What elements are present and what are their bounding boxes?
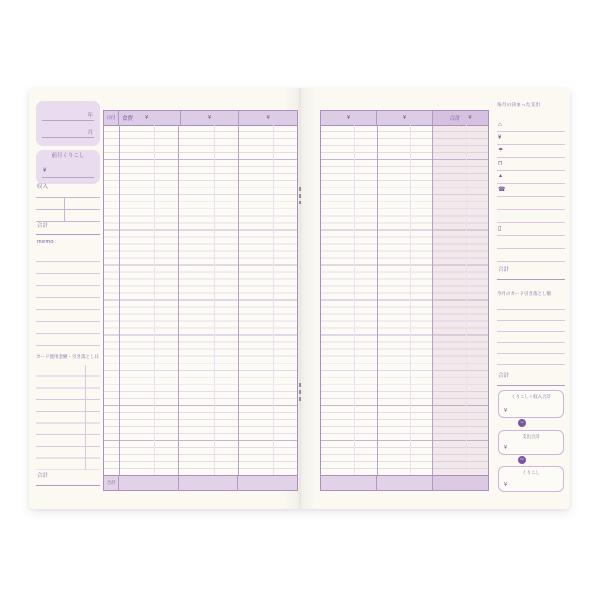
column-divider [238, 125, 239, 476]
left-ledger-table [103, 110, 298, 491]
card-debit-total-label: 合計 [498, 373, 510, 379]
column3-header [238, 111, 297, 125]
umbrella-icon: ☂ [498, 148, 504, 154]
card-usage-total-line [36, 485, 100, 486]
total-cell [237, 476, 297, 490]
sub-divider [466, 125, 467, 476]
card-usage-section [36, 355, 100, 489]
sub-divider [154, 125, 155, 476]
minus-icon: − [518, 419, 526, 427]
expense-line [497, 157, 565, 158]
card-usage-ruled-lines [36, 365, 100, 470]
yen-symbol: ¥ [145, 115, 149, 121]
yen-symbol: ¥ [403, 115, 407, 121]
carryover-box [36, 150, 100, 184]
month-label: 月 [87, 130, 93, 136]
month-line [42, 137, 94, 138]
mobile-icon: ▯ [498, 226, 502, 232]
right-ledger-table [320, 110, 489, 491]
carryover-plus-income-box [498, 390, 564, 418]
expense-line [497, 196, 565, 197]
total-column-shade [432, 125, 488, 476]
column2-header [376, 111, 432, 125]
card-debit-total-line [497, 385, 565, 386]
water-icon: ⊓ [498, 161, 503, 167]
total-cell [376, 476, 432, 490]
income-section [36, 185, 100, 237]
date-column-header: 日付 [106, 115, 116, 120]
fixed-expenses-subtotal-label: 合計 [498, 267, 510, 273]
card-usage-total-label: 合計 [37, 473, 49, 479]
sub-divider [354, 125, 355, 476]
carryover-result-box [498, 466, 564, 492]
expense-line [497, 235, 565, 236]
home-icon: ⌂ [498, 122, 502, 128]
food-label: 食費 [122, 116, 134, 122]
food-column-header [118, 111, 180, 125]
yen-symbol: ¥ [468, 115, 472, 121]
income-divider [64, 197, 65, 221]
total-cell [321, 476, 376, 490]
binding-stitches-top [299, 187, 301, 204]
left-table-body [104, 125, 297, 476]
memo-section [36, 240, 100, 350]
total-label-cell: 合計 [106, 480, 116, 485]
expense-line [497, 144, 565, 145]
income-line [36, 221, 100, 222]
carryover-amount-line [42, 177, 94, 178]
left-table-total-row [104, 475, 297, 490]
cash-icon: ¥ [498, 135, 502, 141]
right-table-body [321, 125, 488, 476]
yen-symbol: ¥ [266, 115, 270, 121]
gas-icon: ▲ [498, 173, 503, 179]
column2-header [180, 111, 239, 125]
total-cell [178, 476, 238, 490]
yen-symbol: ¥ [504, 408, 508, 414]
column-divider [377, 125, 378, 476]
expense-line [497, 183, 565, 184]
yen-symbol: ¥ [504, 482, 508, 488]
expense-line [497, 222, 565, 223]
column-divider [119, 125, 120, 476]
column1-header [321, 111, 376, 125]
card-debit-title: 今月のカード引き落とし額 [497, 291, 551, 296]
year-label: 年 [87, 113, 93, 119]
income-total-label: 合計 [37, 223, 49, 229]
phone-icon: ☎ [498, 187, 506, 193]
year-line [42, 120, 94, 121]
carryover-result-label: くりこし [522, 470, 540, 475]
total-cell [432, 476, 488, 490]
binding-stitches-bottom [299, 383, 301, 402]
total-column-header [432, 111, 488, 125]
column-divider [432, 125, 433, 476]
carryover-yen: ¥ [43, 168, 47, 174]
equals-icon: ＝ [519, 457, 525, 463]
expense-line [497, 248, 565, 249]
yen-symbol: ¥ [504, 445, 508, 451]
expense-total-label: 支出合計 [522, 434, 540, 439]
yen-symbol: ¥ [208, 115, 212, 121]
right-table-total-row [321, 475, 488, 490]
card-debit-ruled-lines [497, 299, 565, 365]
income-label: 収入 [37, 184, 49, 190]
fixed-expenses-subtotal-line [497, 279, 565, 280]
total-cell [118, 476, 178, 490]
carryover-title: 前月くりこし [51, 153, 85, 159]
yen-symbol: ¥ [346, 115, 351, 121]
column-divider [178, 125, 179, 476]
total-header-label: 合計 [449, 116, 461, 122]
year-month-box [36, 101, 100, 146]
expense-line [497, 131, 565, 132]
memo-label: memo [37, 239, 54, 245]
fixed-expenses-title: 毎月の決まった支出 [497, 103, 541, 108]
expense-total-box [498, 430, 564, 455]
right-table-header [321, 111, 488, 126]
sub-divider [410, 125, 411, 476]
expense-line [497, 261, 565, 262]
card-usage-title: カード使用金額・引き落とし日 [36, 354, 99, 359]
expense-line [497, 170, 565, 171]
card-usage-divider [85, 365, 86, 470]
expense-line [497, 209, 565, 210]
income-total-line [36, 234, 100, 235]
income-line [36, 209, 100, 210]
sub-divider [214, 125, 215, 476]
left-table-header [104, 111, 297, 126]
carryover-plus-income-label: くりこし＋収入合計 [511, 394, 551, 399]
income-line [36, 197, 100, 198]
memo-ruled-lines [36, 250, 100, 348]
fixed-expenses-sidebar [497, 102, 565, 502]
sub-divider [273, 125, 274, 476]
